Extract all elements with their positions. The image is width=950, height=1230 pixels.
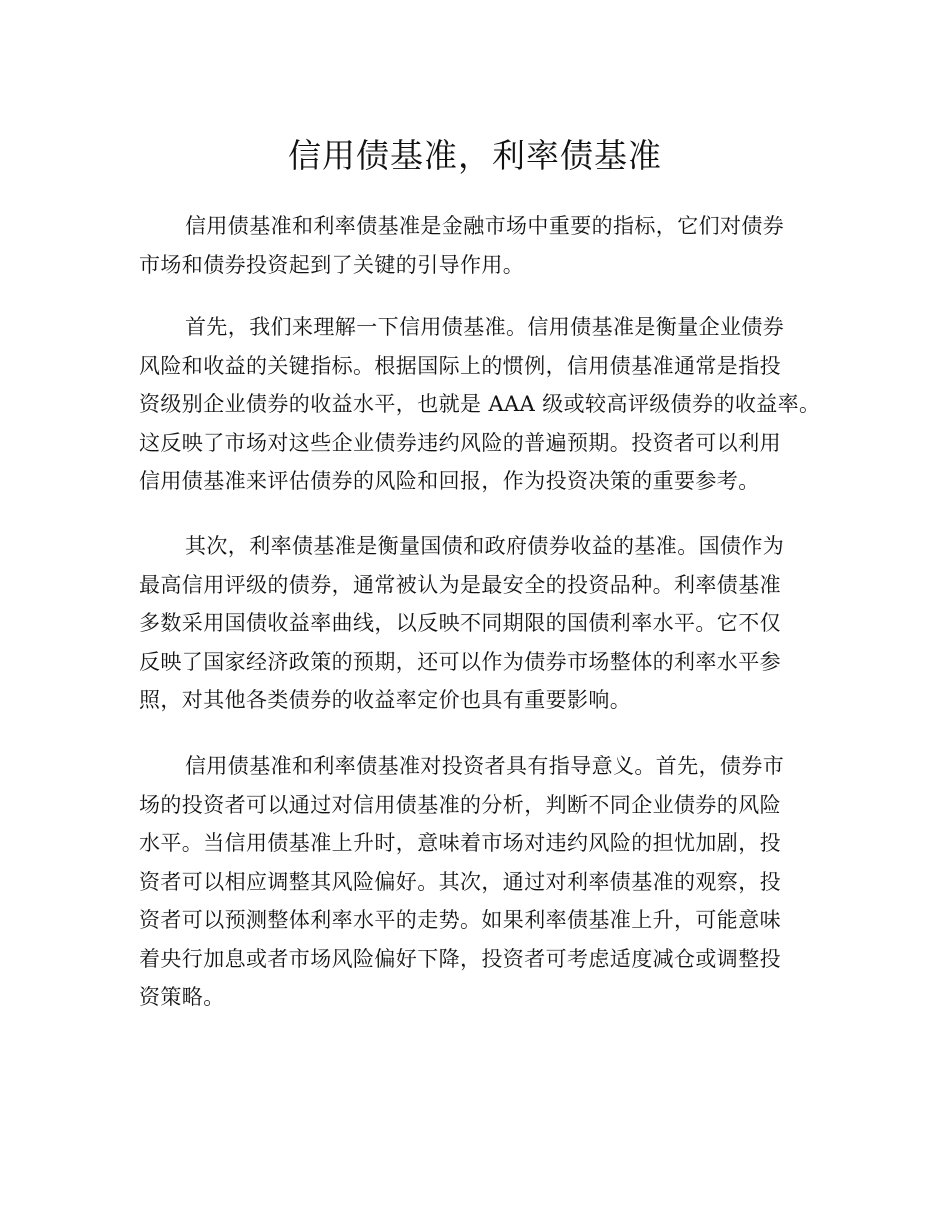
document-title: 信用债基准，利率债基准 xyxy=(288,136,662,175)
paragraph-line: 反映了国家经济政策的预期，还可以作为债券市场整体的利率水平参 xyxy=(139,649,781,674)
paragraph-investor-guidance xyxy=(139,747,799,1017)
paragraph-intro xyxy=(139,207,799,284)
paragraph-line: 信用债基准和利率债基准对投资者具有指导意义。首先，债券市 xyxy=(185,754,785,778)
paragraph-credit-benchmark xyxy=(139,308,821,501)
paragraph-line: 资者可以相应调整其风险偏好。其次，通过对利率债基准的观察，投 xyxy=(139,869,781,894)
paragraph-line: 信用债基准和利率债基准是金融市场中重要的指标，它们对债券 xyxy=(185,214,785,238)
paragraph-line: 水平。当信用债基准上升时，意味着市场对违约风险的担忧加剧，投 xyxy=(139,831,781,855)
paragraph-line: 资者可以预测整体利率水平的走势。如果利率债基准上升，可能意味 xyxy=(139,908,781,932)
paragraph-line: 资级别企业债券的收益水平，也就是 AAA 级或较高评级债券的收益率。 xyxy=(139,392,821,416)
paragraph-line: 信用债基准来评估债券的风险和回报，作为投资决策的重要参考。 xyxy=(139,469,760,493)
paragraph-line: 照，对其他各类债券的收益率定价也具有重要影响。 xyxy=(139,688,632,712)
paragraph-line: 资策略。 xyxy=(139,985,225,1009)
paragraph-line: 最高信用评级的债券，通常被认为是最安全的投资品种。利率债基准 xyxy=(139,572,781,597)
paragraph-line: 市场和债券投资起到了关键的引导作用。 xyxy=(139,252,525,277)
paragraph-rate-benchmark xyxy=(139,527,799,720)
paragraph-line: 多数采用国债收益率曲线，以反映不同期限的国债利率水平。它不仅 xyxy=(139,611,781,635)
paragraph-line: 场的投资者可以通过对信用债基准的分析，判断不同企业债券的风险 xyxy=(139,792,781,817)
paragraph-line: 着央行加息或者市场风险偏好下降，投资者可考虑适度减仓或调整投 xyxy=(139,946,781,971)
paragraph-line: 其次，利率债基准是衡量国债和政府债券收益的基准。国债作为 xyxy=(185,534,785,558)
paragraph-line: 首先，我们来理解一下信用债基准。信用债基准是衡量企业债券 xyxy=(185,315,785,339)
paragraph-line: 这反映了市场对这些企业债券违约风险的普遍预期。投资者可以利用 xyxy=(139,430,781,455)
paragraph-line: 风险和收益的关键指标。根据国际上的惯例，信用债基准通常是指投 xyxy=(139,353,781,378)
